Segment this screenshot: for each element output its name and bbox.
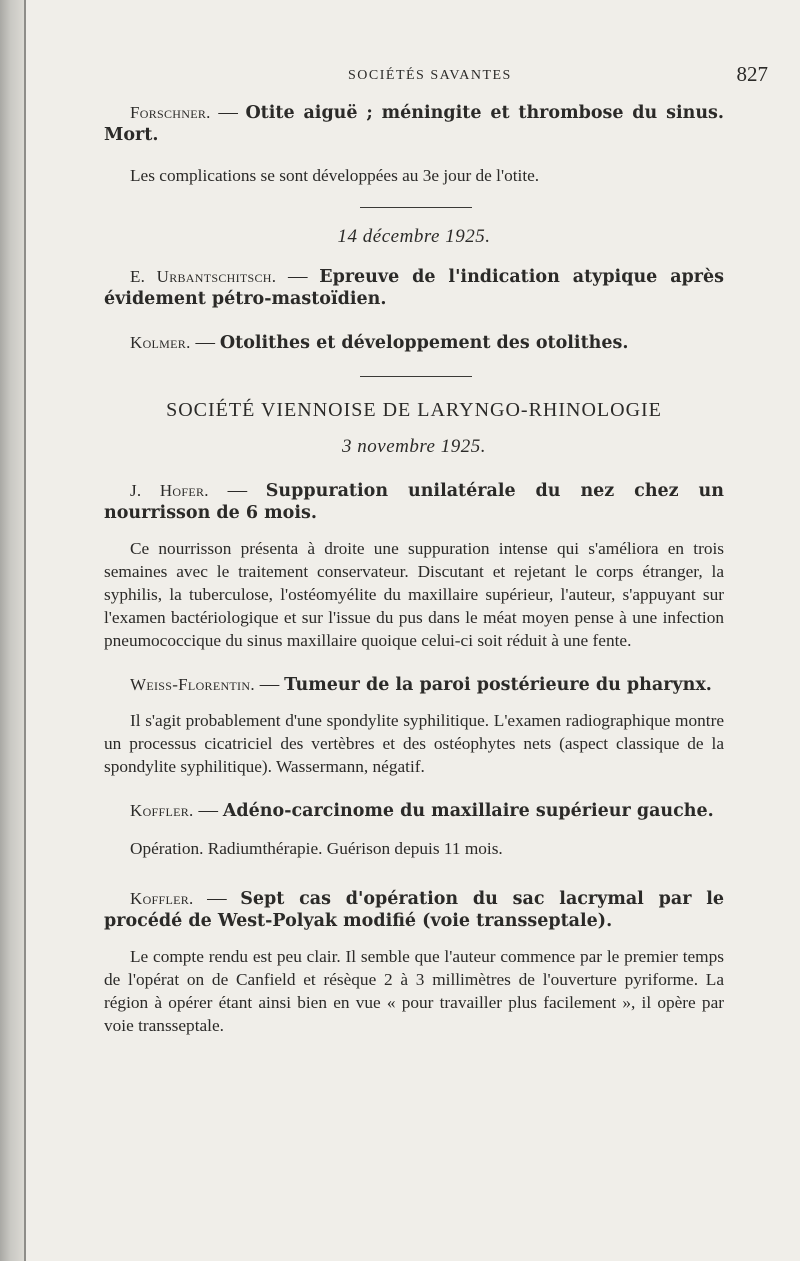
entry-author: Kolmer. — [130, 333, 191, 352]
running-head: SOCIÉTÉS SAVANTES — [348, 68, 512, 83]
society-heading: SOCIÉTÉ VIENNOISE DE LARYNGO-RHINOLOGIE — [166, 399, 662, 421]
entry-author: J. Hofer. — [130, 481, 209, 500]
entry-title: Tumeur de la paroi postérieure du pharynx. — [284, 675, 712, 695]
entry-author: Koffler. — [130, 889, 194, 908]
entry-author: Weiss-Florentin. — [130, 675, 255, 694]
entry-dash: — — [193, 800, 223, 821]
page-content — [104, 102, 724, 1037]
entry-text-koffler-2: Le compte rendu est peu clair. Il semble que l'auteur commence par le premier temps de l'opérat on de Canfield et résèque 2 à 3 millimètres de l'ouverture pyriforme. La région à opérer étant ainsi bien en vue « pour travailler plus facilement », il opère par voie transseptale. — [104, 947, 724, 1035]
entry-dash: — — [193, 888, 241, 909]
entry-dash: — — [254, 674, 285, 695]
entry-title: Sept cas d'opération du sac lacrymal par le procédé de West-Polyak modifié (voie transseptale). — [104, 889, 724, 931]
entry-author: E. Urbantschitsch. — [130, 267, 277, 286]
entry-dash: — — [208, 480, 266, 501]
entry-text-hofer: Ce nourrisson présenta à droite une suppuration intense qui s'améliora en trois semaines avec le traitement conservateur. Discutant et rejetant le corps étranger, la syphilis, la tuberculose, l'ostéomyélite du maxillaire supérieur, l'auteur, s'appuyant sur l'examen bactériologique et sur l'issue du pus dans le méat moyen pense à une infection pneumococcique du sinus maxillaire quoique celui-ci soit réduit à une fente. — [104, 539, 724, 650]
entry-text-forschner: Les complications se sont développées au 3e jour de l'otite. — [130, 166, 540, 185]
entry-title: Otolithes et développement des otolithes. — [219, 333, 629, 353]
entry-heading-kolmer — [104, 332, 724, 354]
entry-heading-forschner — [104, 102, 724, 146]
entry-dash: — — [210, 102, 246, 123]
page-number: 827 — [736, 62, 768, 86]
book-gutter — [0, 0, 26, 1261]
entry-dash: — — [276, 266, 320, 287]
entry-heading-koffler-1 — [104, 800, 724, 822]
book-page — [26, 0, 800, 1261]
entry-author: Koffler. — [130, 801, 194, 820]
section-divider — [360, 376, 472, 377]
entry-dash: — — [190, 332, 220, 353]
entry-heading-hofer — [104, 480, 724, 524]
section-divider — [360, 207, 472, 208]
entry-title: Suppuration unilatérale du nez chez un nourrisson de 6 mois. — [104, 481, 724, 523]
entry-title: Adéno-carcinome du maxillaire supérieur gauche. — [222, 801, 714, 821]
entry-title: Epreuve de l'indication atypique après évidement pétro-mastoïdien. — [104, 267, 725, 309]
entry-heading-koffler-2 — [104, 888, 724, 932]
session-date: 14 décembre 1925. — [337, 226, 491, 247]
entry-title: Otite aiguë ; méningite et thrombose du sinus. Mort. — [104, 103, 724, 145]
page-header — [26, 62, 800, 92]
entry-text-weiss-florentin: Il s'agit probablement d'une spondylite syphilitique. L'examen radiographique montre un processus cicatriciel des vertèbres et des ostéophytes nets (aspect classique de la spondylite syphilitique). Wassermann, négatif. — [104, 711, 724, 776]
session-date: 3 novembre 1925. — [342, 436, 486, 457]
entry-heading-weiss-florentin — [104, 674, 724, 696]
entry-author: Forschner. — [130, 103, 211, 122]
entry-heading-urbantschitsch — [104, 266, 724, 310]
entry-text-koffler-1: Opération. Radiumthérapie. Guérison depuis 11 mois. — [130, 839, 503, 858]
